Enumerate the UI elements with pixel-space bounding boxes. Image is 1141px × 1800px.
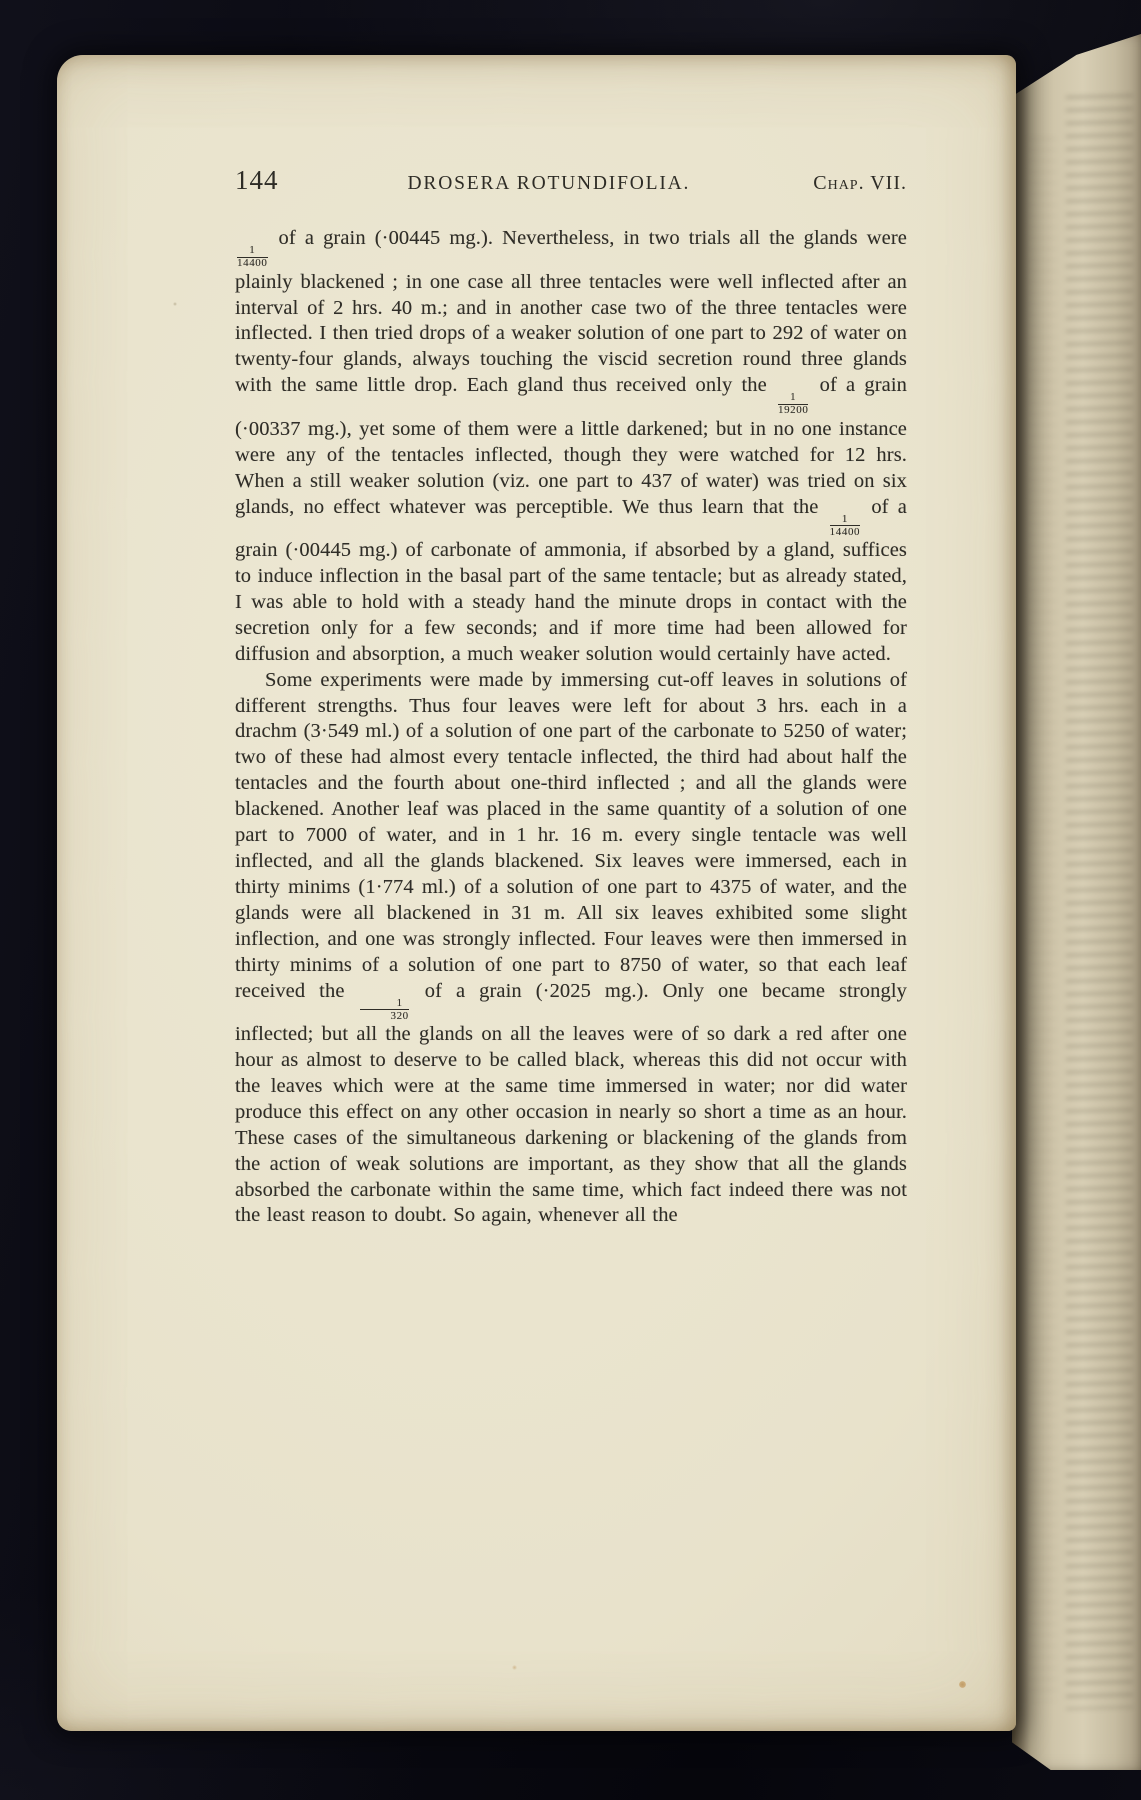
paragraph: $\frac{1}{14400}$ of a grain (·00445 mg.). Nevertheless, in two trials all the glands were plainly blackened ; in one case all three tentacles were well inflected after an interval of 2 hrs. 40 m.; and in another case two of the three tentacles were inflected. I then tried drops of a weaker solution of one part to 292 of water on twenty-four glands, always touching the viscid secretion round three glands with the same little drop. Each gland thus received only the $\frac{1}{19200}$ of a grain (·00337 mg.), yet some of them were a little darkened; but in no one instance were any of the tentacles inflected, though they were watched for 12 hrs. When a still weaker solution (viz. one part to 437 of water) was tried on six glands, no effect whatever was perceptible. We thus learn that the $\frac{1}{14400}$ of a grain (·00445 mg.) of carbonate of ammonia, if absorbed by a gland, suffices to induce inflection in the basal part of the same tentacle; but as already stated, I was able to hold with a steady hand the minute drops in contact with the secretion only for a few seconds; and if more time had been allowed for diffusion and absorption, a much weaker solution would certainly have acted. [235,227,907,665]
paragraph: Some experiments were made by immersing cut-off leaves in solutions of different strengths. Thus four leaves were left for about 3 hrs. each in a drachm (3·549 ml.) of a solution of one part of the carbonate to 5250 of water; two of these had almost every tentacle inflected, the third had about half the tentacles and the fourth about one-third inflected ; and all the glands were blackened. Another leaf was placed in the same quantity of a solution of one part to 7000 of water, and in 1 hr. 16 m. every single tentacle was well inflected, and all the glands blackened. Six leaves were immersed, each in thirty minims (1·774 ml.) of a solution of one part to 4375 of water, and the glands were all blackened in 31 m. All six leaves exhibited some slight inflection, and one was strongly inflected. Four leaves were then immersed in thirty minims of a solution of one part to 8750 of water, so that each leaf received the $\frac{1}{320}$ of a grain (·2025 mg.). Only one became strongly inflected; but all the glands on all the leaves were of so dark a red after one hour as almost to deserve to be called black, whereas this did not occur with the leaves which were at the same time immersed in water; nor did water produce this effect on any other occasion in nearly so short a time as an hour. These cases of the simultaneous darkening or blackening of the glands from the action of weak solutions are important, as they show that all the glands absorbed the carbonate within the same time, which fact indeed there was not the least reason to doubt. So again, whenever all the [235,668,907,1227]
paper-speck [173,302,177,306]
inline-fraction: $\frac{1}{19200}$ [777,391,809,417]
paper-speck [959,1681,966,1688]
fore-edge-page-texture [1066,94,1133,1710]
page-body [235,226,907,1229]
inline-fraction: $\frac{1}{14400}$ [829,512,861,538]
page-number: 144 [235,165,279,195]
running-title: DROSERA ROTUNDIFOLIA. [407,173,691,194]
fore-edge-page-texture-2 [1027,138,1055,1700]
paper-speck [512,1665,517,1670]
page-header [235,165,907,196]
page-content [235,165,907,1229]
book-page [57,55,1016,1731]
inline-fraction: $\frac{1}{320}$ [360,998,408,1023]
chapter-label: Chap. VII. [813,172,907,194]
inline-fraction: $\frac{1}{14400}$ [237,244,268,270]
book-fore-edge [1012,34,1141,1770]
